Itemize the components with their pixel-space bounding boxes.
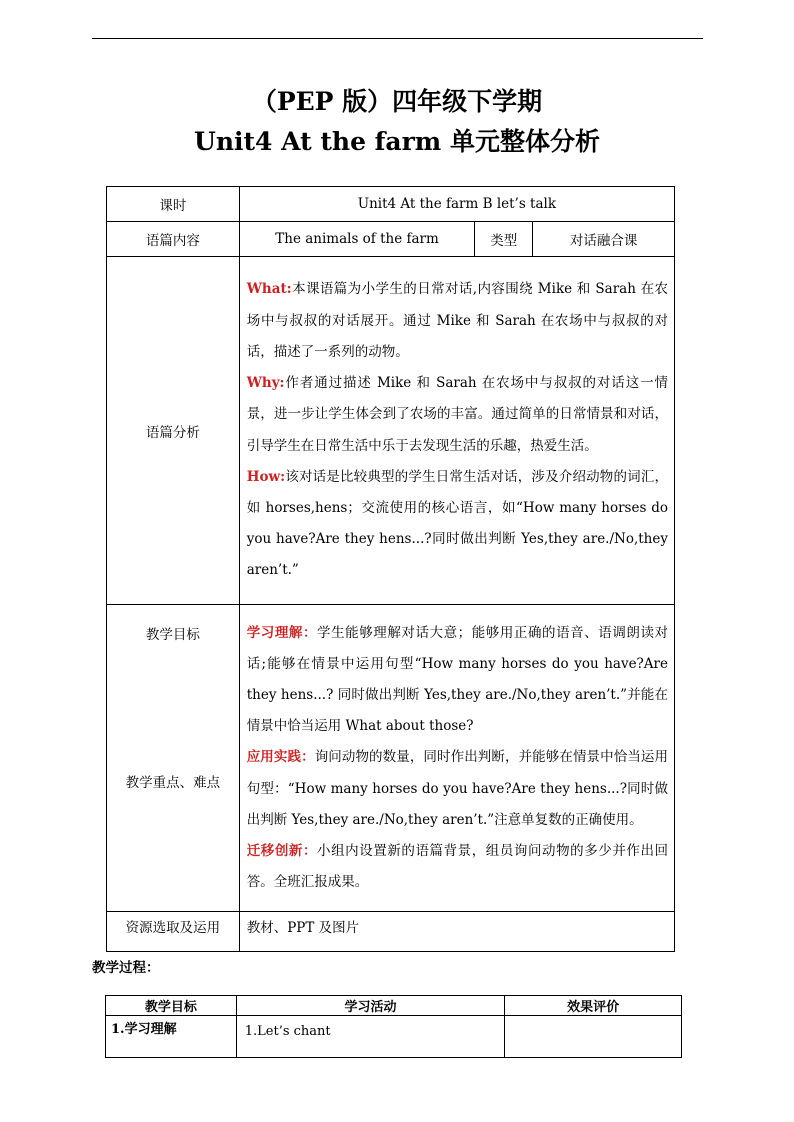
discourse-content-value: The animals of the farm (239, 222, 475, 257)
how-heading: How: (246, 468, 286, 485)
key-points-label: 教学重点、难点 (125, 775, 221, 791)
resources-label: 资源选取及运用 (107, 912, 240, 952)
how-text: 该对话是比较典型的学生日常生活对话，涉及介绍动物的词汇，如 horses,hens；交流使用的核心语言，如“How many horses do you have?Are they hens...?同时做出判断 Yes,they are./No,they aren’t.” (246, 468, 668, 579)
why-heading: Why: (246, 375, 285, 392)
unit-analysis-table (106, 186, 675, 952)
what-text: 本课语篇为小学生的日常对话,内容围绕 Mike 和 Sarah 在农场中与叔叔的对话展开。通过 Mike 和 Sarah 在农场中与叔叔的对话，描述了一系列的动物。 (246, 281, 668, 360)
table-row (107, 257, 675, 605)
header-evaluation: 效果评价 (505, 996, 682, 1016)
goals-label-cell (107, 605, 240, 912)
table-row (107, 187, 675, 222)
why-text: 作者通过描述 Mike 和 Sarah 在农场中与叔叔的对话这一情景，进一步让学生体会到了农场的丰富。通过简单的日常情景和对话，引导学生在日常生活中乐于去发现生活的乐趣，热爱生活。 (246, 375, 668, 454)
header-rule (92, 38, 703, 39)
document-title-line1: （PEP 版）四年级下学期 (251, 87, 543, 116)
header-activity: 学习活动 (236, 996, 505, 1016)
goals-content (239, 605, 674, 912)
goal-understanding-text: 学生能够理解对话大意；能够用正确的语音、语调朗读对话;能够在情景中运用句型“How many horses do you have?Are they hens...? 同时做出判断 Yes,they are./No,they aren’t.”并能在情景中恰当运用 What about those? (246, 624, 669, 735)
lesson-value: Unit4 At the farm B let’s talk (239, 187, 674, 222)
discourse-content-label: 语篇内容 (107, 222, 240, 257)
goal-innovation-heading: 迁移创新： (246, 843, 318, 859)
goal-innovation-text: 小组内设置新的语篇背景，组员询问动物的多少并作出回答。全班汇报成果。 (246, 843, 669, 891)
lesson-label: 课时 (107, 187, 240, 222)
process-activity-cell: 1.Let’s chant (236, 1016, 505, 1058)
type-value: 对话融合课 (533, 222, 675, 257)
table-row (107, 605, 675, 912)
analysis-content (239, 257, 674, 605)
resources-value: 教材、PPT 及图片 (239, 912, 674, 952)
analysis-label: 语篇分析 (107, 257, 240, 605)
table-row (107, 912, 675, 952)
teaching-process-heading: 教学过程： (92, 960, 160, 976)
goal-understanding-heading: 学习理解： (246, 624, 318, 641)
document-title-line2: Unit4 At the farm 单元整体分析 (194, 127, 600, 156)
teaching-goals-label: 教学目标 (145, 627, 200, 643)
goal-practice-text: 询问动物的数量，同时作出判断，并能够在情景中恰当运用句型：“How many horses do you have?Are they hens...?同时做出判断 Yes,they are./No,they aren’t.”注意单复数的正确使用。 (246, 749, 669, 828)
table-header-row (106, 996, 682, 1016)
goal-practice-heading: 应用实践： (246, 749, 315, 766)
type-label: 类型 (475, 222, 533, 257)
what-heading: What: (246, 281, 292, 298)
process-goal-cell: 1.学习理解 (106, 1016, 237, 1058)
table-row (106, 1016, 682, 1058)
table-row (107, 222, 675, 257)
process-eval-cell (505, 1016, 682, 1058)
teaching-process-table (105, 995, 682, 1058)
header-goal: 教学目标 (106, 996, 237, 1016)
